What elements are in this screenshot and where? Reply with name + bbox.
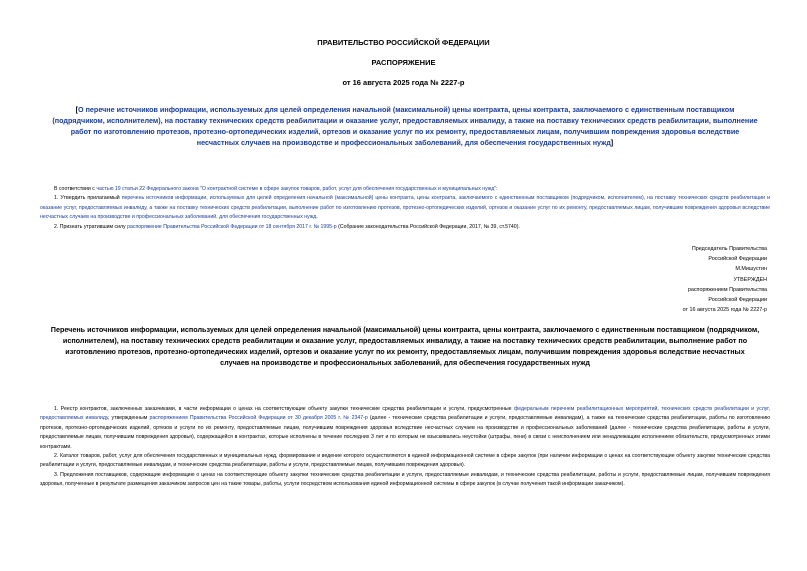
order-2347-link[interactable]: распоряжением Правительства Российской Федерации от 30 декабря 2005 г. № 2347-р <box>149 415 368 422</box>
approved-line-2: распоряжением Правительства <box>687 286 767 293</box>
list-item-1-text-b: , утвержденным <box>107 415 150 422</box>
signature-name: М.Мишустин <box>735 266 767 273</box>
list-item-3: 3. Предложения поставщиков, содержащие информацию о ценах на соответствующие объекту закупки технические средства реабилитации и услуги, предоставляемые инвалидам, и технические средства реабилитации, работы и услуги, предоставляемые лицам, получившим повреждения здоровья, полученные в результате размещения заказчиком запросов цен на такие товары, работы, услуги посредством использования единой информационной системы в сфере закупок (в случае получения такой информации заказчиком). <box>40 471 770 488</box>
approved-list-link[interactable]: перечень источников информации, используемых для целей определения начальной (максимальной) цены контракта, цены контракта, заключаемого с единственным поставщиком (подрядчиком, исполнителем), на поставку технических средств реабилитации и оказание услуг, предоставляемых инвалиду, а также на поставку технических средств реабилитации, выполнение работ по изготовлению протезов, протезно-ортопедических изделий, ортезов и оказание услуг по их ремонту, предоставляемых лицам, получившим повреждения здоровья вследствие несчастных случаев на производстве и профессиональных заболеваний, для обеспечения государственных нужд <box>40 195 770 221</box>
signature-line-2: Российской Федерации <box>708 256 767 263</box>
approved-label: УТВЕРЖДЕН <box>733 276 767 283</box>
signature-block <box>567 244 767 315</box>
list-item-2: 2. Каталог товаров, работ, услуг для обеспечения государственных и муниципальных нужд, формирование и ведение которого осуществляются в единой информационной системе в сфере закупок (при наличии информации о ценах на соответствующие объекту закупки технические средства реабилитации и услуги, предоставляемые инвалидам, и технические средства реабилитации, работы и услуги, предоставляемые лицам, получившим повреждения здоровья). <box>40 453 770 469</box>
federal-rehab-list-link[interactable]: федеральным перечнем реабилитационных мероприятий, технических средств реабилитации и услуг, предоставляемых инвалиду <box>40 406 771 422</box>
title-link-text[interactable]: О перечне источников информации, используемых для целей определения начальной (максимальной) цены контракта, цены контракта, заключаемого с единственным поставщиком (подрядчиком, исполнителем), на поставку технических средств реабилитации и оказание услуг, предоставляемых инвалиду, а также на поставку технических средств реабилитации, выполнение работ по изготовлению протезов, протезно-ортопедических изделий, ортезов и оказание услуг по их ремонту, предоставляемых лицам, получившим повреждения здоровья вследствие несчастных случаев на производстве и профессиональных заболеваний, для обеспечения государственных нужд <box>52 105 758 147</box>
document-title-link[interactable] <box>50 104 760 148</box>
repealed-order-link[interactable]: распоряжение Правительства Российской Федерации от 18 сентября 2017 г. № 1995-р <box>127 223 337 230</box>
approved-line-3: Российской Федерации <box>708 297 767 304</box>
order-item-1 <box>40 194 770 222</box>
preamble-text: В соответствии с <box>54 186 97 192</box>
signature-line-1: Председатель Правительства <box>691 246 767 252</box>
title-open-bracket: [ <box>75 105 78 114</box>
document-date-number: от 16 августа 2025 года № 2227-р <box>342 78 465 87</box>
approved-date-number: от 16 августа 2025 года № 2227-р <box>682 307 767 314</box>
list-item-1-text-a: 1. Реестр контрактов, заключенных заказчиками, в части информации о ценах на соответствующие объекту закупки технические средства реабилитации и услуги, предусмотренные <box>54 406 514 412</box>
list-item-1 <box>40 405 770 452</box>
document-type: РАСПОРЯЖЕНИЕ <box>371 58 436 67</box>
list-title: Перечень источников информации, используемых для целей определения начальной (максимальной) цены контракта, цены контракта, заключаемого с единственным поставщиком (подрядчиком, исполнителем), на поставку технических средств реабилитации и оказание услуг, предоставляемых инвалиду, а также на поставку технических средств реабилитации, выполнение работ по изготовлению протезов, протезно-ортопедических изделий, ортезов и оказание услуг по их ремонту, предоставляемых лицам, получившим повреждения здоровья вследствие несчастных случаев на производстве и профессиональных заболеваний, для обеспечения государственных нужд <box>50 325 760 367</box>
item1-end: . <box>316 214 318 221</box>
list-item-1-text-c: (далее - технические средства реабилитации и услуги, предоставляемые инвалидам), а также на технические средства реабилитации, работы по изготовлению протезов, протезно-ортопедических изделий, ортезов и услуги по их ремонту, предоставляемые лицам, получившим повреждения здоровья вследствие несчастных случаев на производстве и профессиональных заболеваний (далее - технические средства реабилитации, работы и услуги, предоставляемые лицам, получившим повреждения здоровья), содержащейся в контрактах, которые исполнены в течение последних 3 лет и по которым не взыскивались неустойки (штрафы, пени) в связи с неисполнением или ненадлежащим исполнением обязательств, предусмотренных этими контрактами. <box>40 415 771 450</box>
item1-text: 1. Утвердить прилагаемый <box>54 195 122 202</box>
federal-law-link[interactable]: частью 19 статьи 22 Федерального закона "О контрактной системе в сфере закупок товаров, работ, услуг для обеспечения государственных и муниципальных нужд" <box>96 186 497 192</box>
preamble-paragraph <box>40 185 770 194</box>
item2-text: 2. Признать утратившим силу <box>54 223 128 230</box>
order-body <box>40 185 770 232</box>
preamble-colon: : <box>496 186 498 192</box>
order-item-2 <box>40 223 770 232</box>
item2-end: (Собрание законодательства Российской Федерации, 2017, № 39, ст.5740). <box>336 223 520 230</box>
title-close-bracket: ] <box>610 138 614 147</box>
list-body <box>40 405 770 490</box>
government-heading: ПРАВИТЕЛЬСТВО РОССИЙСКОЙ ФЕДЕРАЦИИ <box>317 38 490 47</box>
